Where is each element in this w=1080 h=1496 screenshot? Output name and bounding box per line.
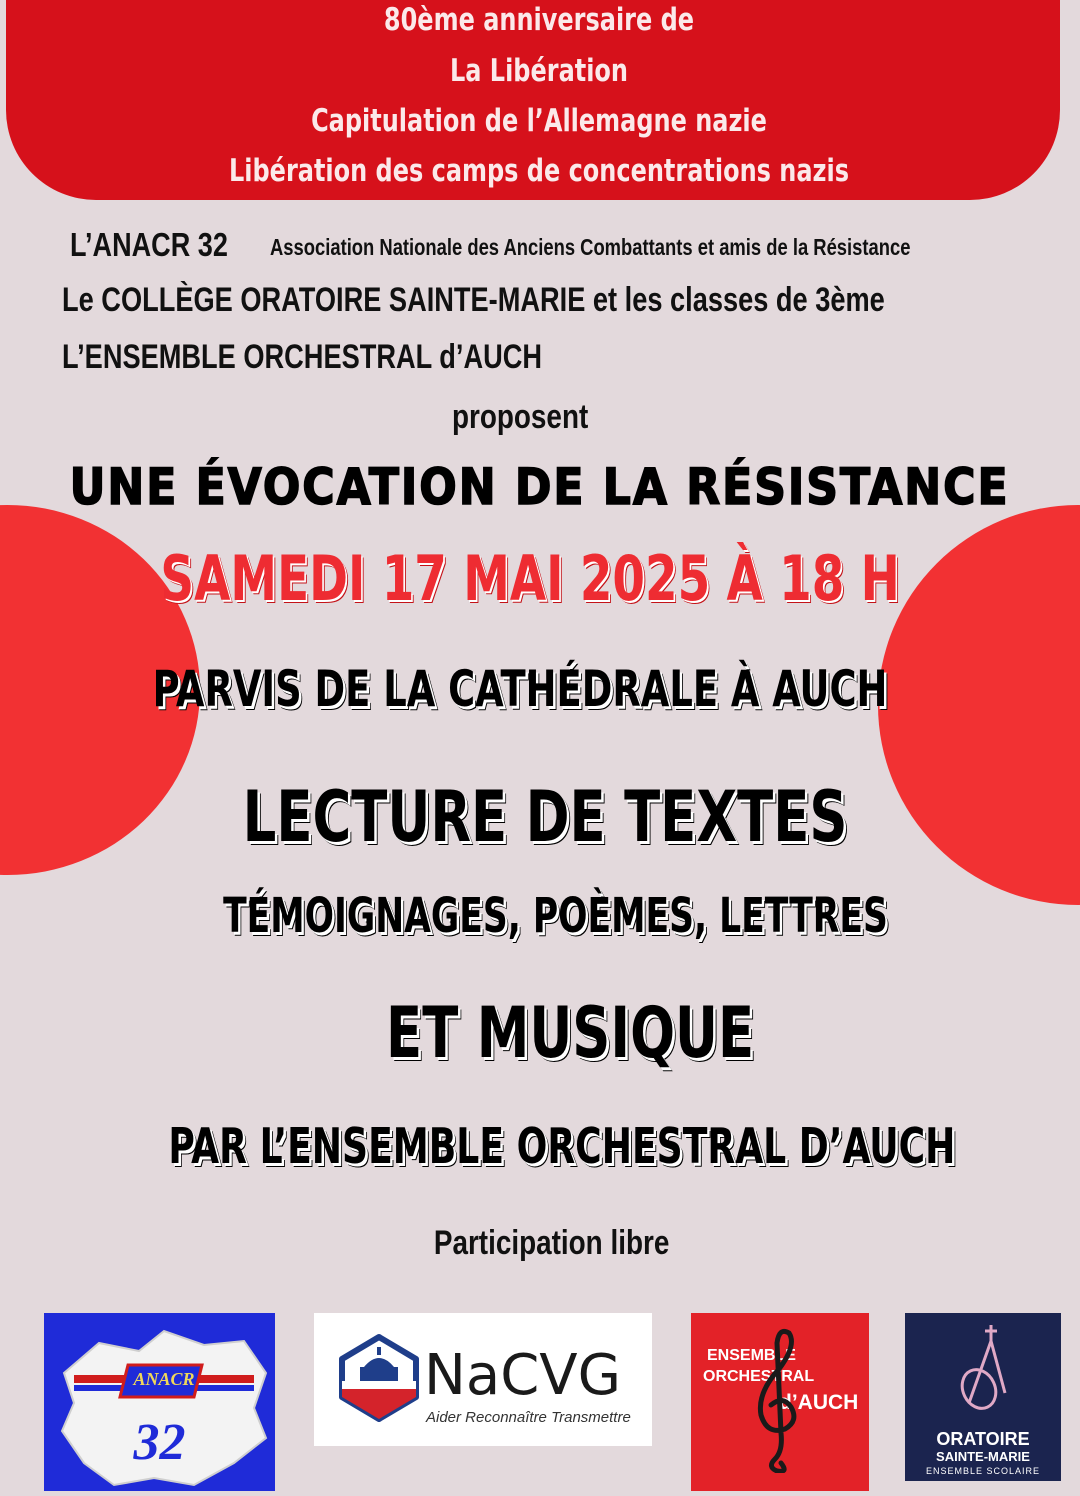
anacr-short: L’ANACR 32	[70, 226, 228, 263]
eoa-line2: ORCHESTRAL	[703, 1368, 815, 1385]
lecture-items: TÉMOIGNAGES, POÈMES, LETTRES	[222, 888, 888, 944]
event-place: PARVIS DE LA CATHÉDRALE À AUCH	[152, 660, 888, 718]
osm-line2: SAINTE-MARIE	[936, 1449, 1030, 1464]
banner-line-capitulation: Capitulation de l’Allemagne nazie	[311, 103, 767, 139]
oratoire-cross-icon	[943, 1323, 1023, 1423]
proposent-text: proposent	[451, 398, 589, 436]
event-date: SAMEDI 17 MAI 2025 À 18 H	[160, 542, 900, 615]
organizer-anacr-long	[270, 234, 1071, 261]
nacvg-tagline: Aider Reconnaître Transmettre	[426, 1409, 631, 1426]
anacr-number: 32	[133, 1414, 186, 1471]
nacvg-logo	[314, 1313, 652, 1446]
participation-text: Participation libre	[434, 1224, 670, 1262]
anacr-badge-text: ANACR	[133, 1369, 195, 1389]
nacvg-name: NaCVG	[424, 1343, 622, 1408]
eoa-line1: ENSEMBLE	[707, 1347, 796, 1364]
banner-line-camps: Libération des camps de concentrations nazis	[229, 153, 849, 189]
anacr-long: Association Nationale des Anciens Combattants et amis de la Résistance	[270, 234, 911, 260]
treble-clef-icon	[749, 1323, 809, 1473]
banner-line-liberation: La Libération	[449, 53, 628, 89]
performer-line: PAR L’ENSEMBLE ORCHESTRAL D’AUCH	[168, 1118, 956, 1175]
nacvg-shield-icon	[334, 1333, 424, 1423]
top-banner	[6, 0, 1060, 200]
banner-line-anniversary: 80ème anniversaire de	[383, 2, 695, 38]
ensemble-orchestral-logo	[691, 1313, 869, 1491]
event-title: UNE ÉVOCATION DE LA RÉSISTANCE	[70, 458, 1010, 516]
organizer-college: Le COLLÈGE ORATOIRE SAINTE-MARIE et les classes de 3ème	[62, 281, 885, 319]
organizer-ensemble: L’ENSEMBLE ORCHESTRAL d’AUCH	[62, 338, 543, 376]
eoa-line3: d’AUCH	[779, 1391, 859, 1414]
music-heading: ET MUSIQUE	[385, 992, 755, 1074]
anacr-logo	[44, 1313, 275, 1491]
oratoire-sainte-marie-logo	[905, 1313, 1061, 1481]
osm-line3: ENSEMBLE SCOLAIRE	[925, 1466, 1041, 1476]
organizer-anacr	[70, 226, 263, 264]
osm-line1: ORATOIRE	[936, 1429, 1030, 1449]
lecture-heading: LECTURE DE TEXTES	[242, 776, 848, 858]
